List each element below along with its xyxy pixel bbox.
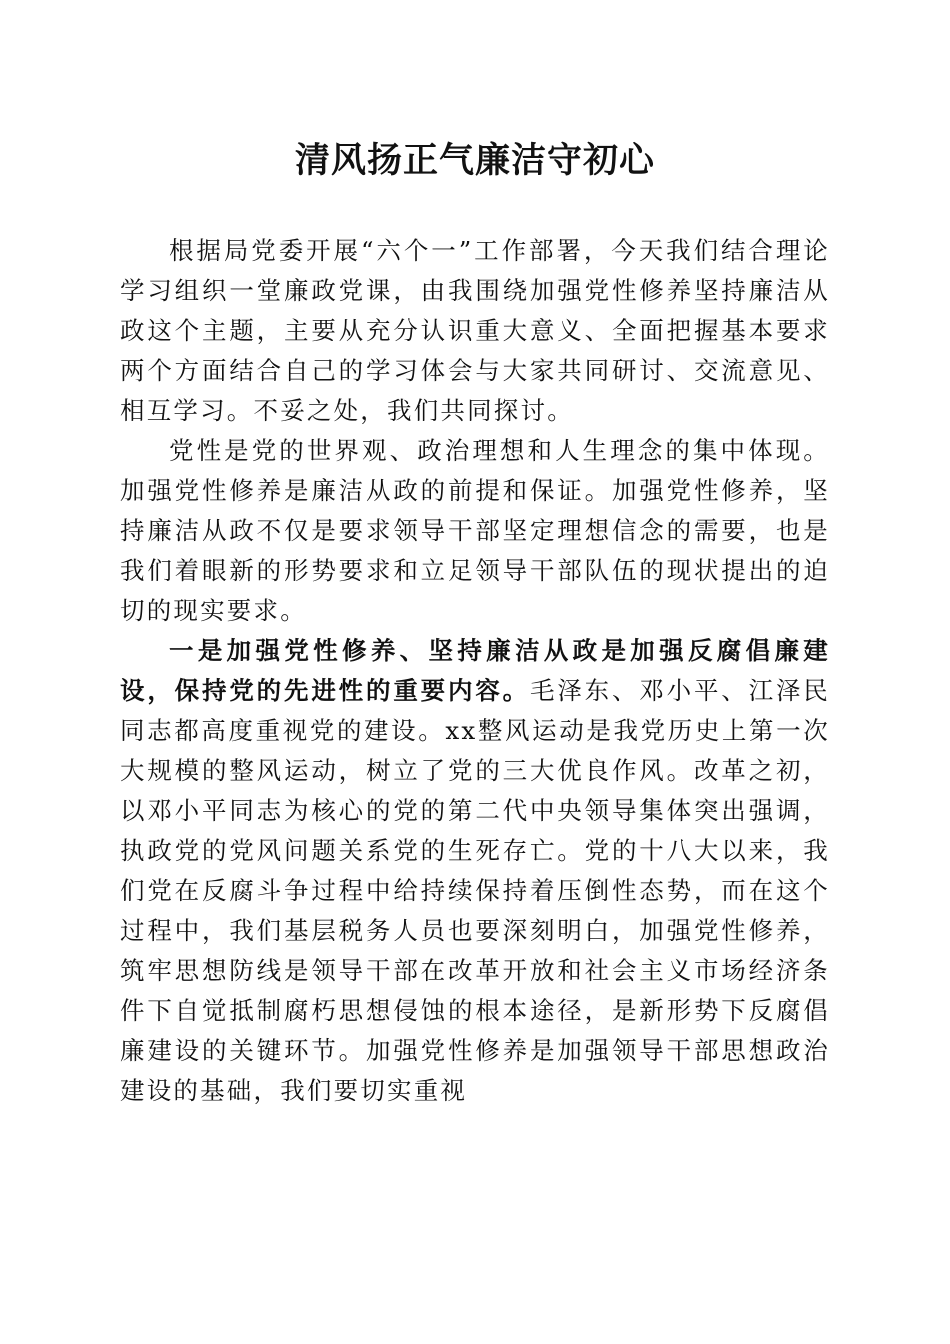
paragraph-intro [120, 231, 830, 431]
paragraph-text: 根据局党委开展“六个一”工作部署，今天我们结合理论学习组织一堂廉政党课，由我围绕加强党性修养坚持廉洁从政这个主题，主要从充分认识重大意义、全面把握基本要求两个方面结合自己的学习体会与大家共同研讨、交流意见、相互学习。不妥之处，我们共同探讨。 [120, 236, 830, 425]
document-title: 清风扬正气廉洁守初心 [294, 140, 655, 181]
document-body [120, 231, 830, 1111]
paragraph-party-spirit [120, 431, 830, 631]
paragraph-text: 毛泽东、邓小平、江泽民同志都高度重视党的建设。xx整风运动是我党历史上第一次大规模的整风运动，树立了党的三大优良作风。改革之初，以邓小平同志为核心的党的第二代中央领导集体突出强调，执政党的党风问题关系党的生死存亡。党的十八大以来，我们党在反腐斗争过程中给持续保持着压倒性态势，而在这个过程中，我们基层税务人员也要深刻明白，加强党性修养，筑牢思想防线是领导干部在改革开放和社会主义市场经济条件下自觉抵制腐朽思想侵蚀的根本途径，是新形势下反腐倡廉建设的关键环节。加强党性修养是加强领导干部思想政治建设的基础，我们要切实重视 [120, 676, 831, 1105]
paragraph-text: 党性是党的世界观、政治理想和人生理念的集中体现。加强党性修养是廉洁从政的前提和保证。加强党性修养，坚持廉洁从政不仅是要求领导干部坚定理想信念的需要，也是我们着眼新的形势要求和立足领导干部队伍的现状提出的迫切的现实要求。 [120, 436, 830, 625]
paragraph-lead-heading: 一是加强党性修养、坚持廉洁从政是加强反腐倡廉建设，保持党的先进性的重要内容。 [120, 636, 830, 705]
paragraph-point-one [120, 631, 830, 1111]
